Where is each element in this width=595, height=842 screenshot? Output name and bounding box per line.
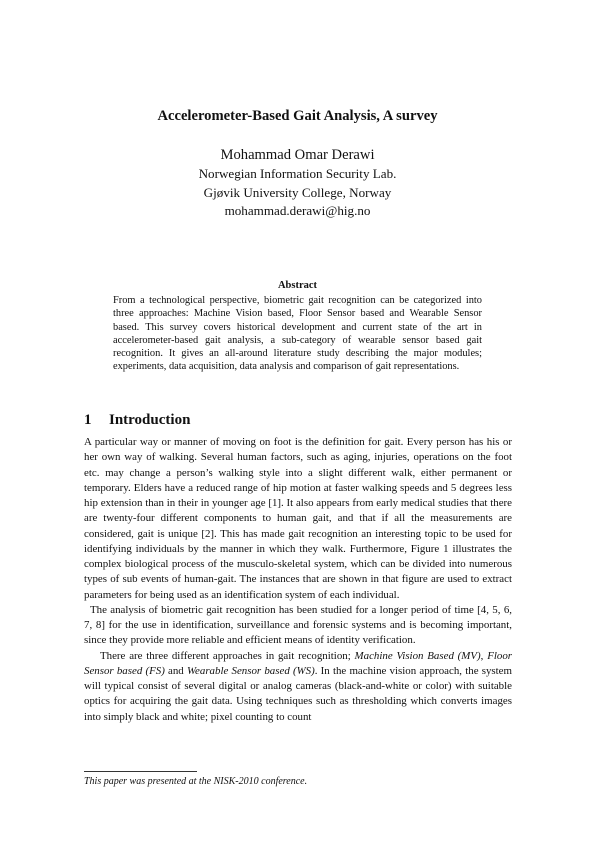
term-machine-vision: Machine Vision Based (MV) [354,649,481,662]
paper-title: Accelerometer-Based Gait Analysis, A survey [157,108,438,124]
author-affiliation-college: Gjøvik University College, Norway [203,184,392,200]
paragraph-3-text-a: There are three different approaches in gait recognition; [100,649,355,662]
section-title: Introduction [109,412,191,428]
author-name: Mohammad Omar Derawi [220,147,375,163]
author-block [0,145,595,221]
paragraph-2: The analysis of biometric gait recognition has been studied for a longer period of time [4, 5, 6, 7, 8] for the use in identification, surveillance and forensic systems and is becoming important, since they provide more reliable and efficient means of identity verification. [84,603,512,647]
footnote-rule [84,771,197,772]
footnote: This paper was presented at the NISK-2010 conference. [84,776,308,787]
abstract-text: From a technological perspective, biometric gait recognition can be categorized into three approaches: Machine Vision based, Floor Sensor based and Wearable Sensor based. This survey covers historical development and current state of the art in accelerometer-based gait analysis, a sub-category of wearable sensor based gait recognition. It gives an all-around literature study describing the major modules; experiments, data acquisition, data analysis and comparison of gait representations. [113,295,482,373]
paragraph-3-text-b: , [480,649,488,662]
paragraph-3-text-d: . In the machine vision approach, the system will typical consist of several digital or analog cameras (black-and-white or color) with suitable optics for acquiring the gait data. Using techniques such as thresholding which converts images into simply black and white; pixel counting to count [84,664,512,723]
paragraph-1: A particular way or manner of moving on foot is the definition for gait. Every person has his or her own way of walking. Several human factors, such as aging, injuries, operations on the foot etc. may change a person’s walking style into a slight different walk, either permanent or temporary. Elders have a reduced range of hip motion at faster walking speeds and 5 degrees less hip extension than in their in younger age [1]. It also appears from early medical studies that there are twenty-four different components to human gait, and that if all the measurements are considered, gait is unique [2]. This has made gait recognition an interesting topic to be used for identifying individuals by the manner in which they walk. Furthermore, Figure 1 illustrates the complex biological process of the musculo-skeletal system, which can be divided into numerous types of sub events of human-gait. The instances that are shown in that figure are used to extract parameters for being used as an identification system of each individual. [84,436,512,601]
abstract-heading: Abstract [277,280,318,291]
section-number: 1 [84,412,92,428]
paragraph-3-text-c: and [164,664,187,677]
section-heading-introduction [84,412,190,429]
author-affiliation-lab: Norwegian Information Security Lab. [198,166,397,181]
term-floor-sensor: Floor Sensor based (FS) [84,649,513,677]
paragraph-3 [84,649,512,725]
term-wearable-sensor: Wearable Sensor based (WS) [186,664,315,677]
author-email: mohammad.derawi@hig.no [224,203,371,218]
introduction-body [84,435,512,725]
